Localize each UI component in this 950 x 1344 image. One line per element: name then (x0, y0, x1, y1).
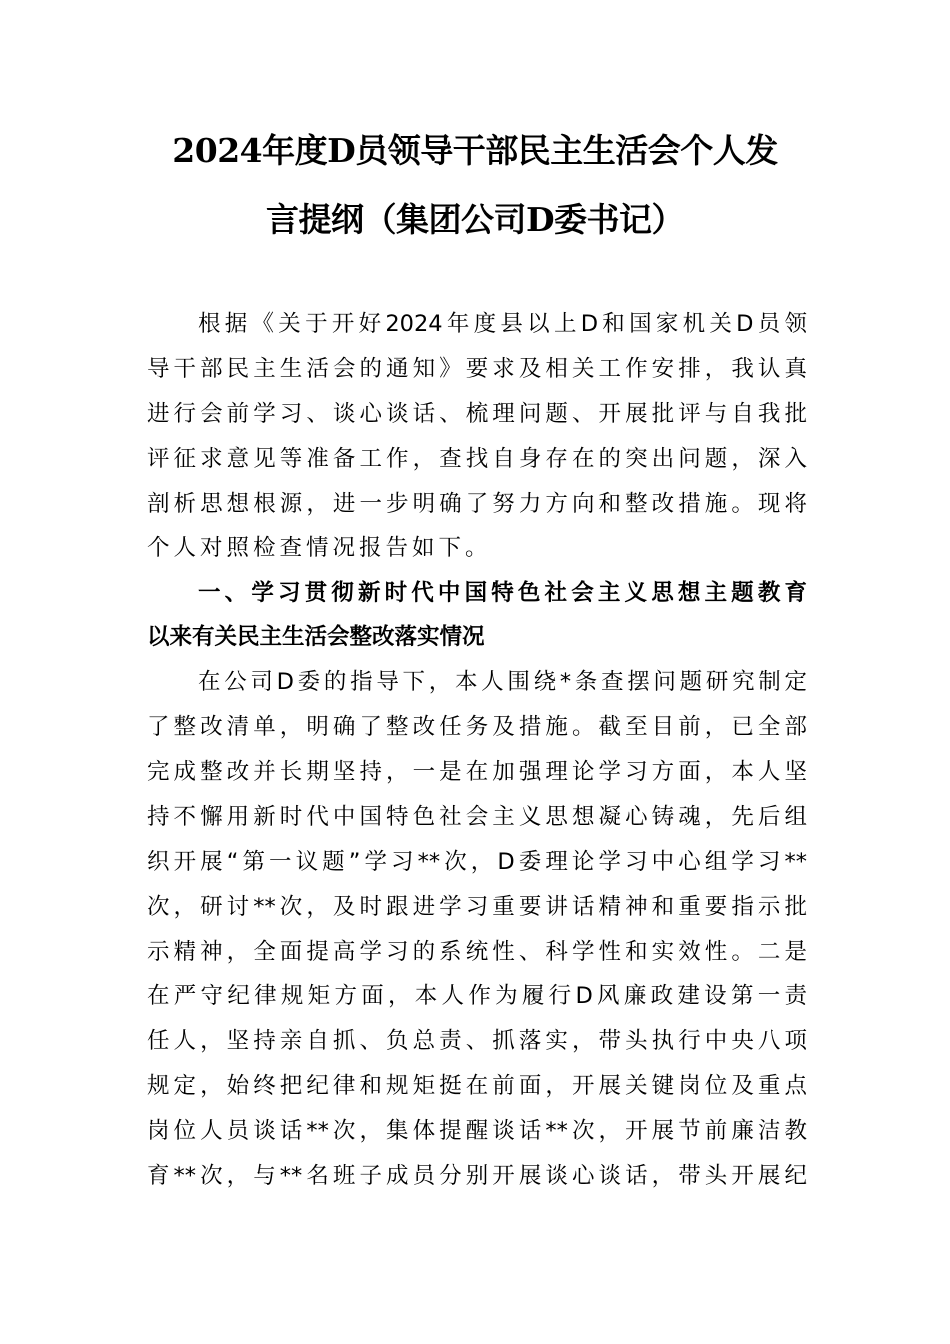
intro-line: 个人对照检查情况报告如下。 (147, 535, 492, 561)
document-title-line-1: 2024年度D员领导干部民主生活会个人发 (172, 131, 778, 170)
section-heading-line: 以来有关民主生活会整改落实情况 (147, 624, 485, 650)
intro-line: 评征求意见等准备工作，查找自身存在的突出问题，深入 (147, 446, 807, 472)
body-line: 完成整改并长期坚持，一是在加强理论学习方面，本人坚 (147, 759, 807, 785)
body-line: 育**次，与**名班子成员分别开展谈心谈话，带头开展纪 (147, 1163, 807, 1189)
body-line: 在严守纪律规矩方面，本人作为履行D风廉政建设第一责 (147, 983, 807, 1009)
intro-line: 根据《关于开好2024年度县以上D和国家机关D员领 (198, 311, 807, 337)
body-line: 持不懈用新时代中国特色社会主义思想凝心铸魂，先后组 (147, 804, 807, 830)
body-line: 织开展“第一议题”学习**次，D委理论学习中心组学习** (147, 849, 807, 875)
body-line: 在公司D委的指导下，本人围绕*条查摆问题研究制定 (198, 669, 807, 695)
section-heading-line: 一、学习贯彻新时代中国特色社会主义思想主题教育 (198, 580, 807, 606)
body-line: 岗位人员谈话**次，集体提醒谈话**次，开展节前廉洁教 (147, 1118, 807, 1144)
intro-line: 进行会前学习、谈心谈话、梳理问题、开展批评与自我批 (147, 401, 807, 427)
intro-line: 剖析思想根源，进一步明确了努力方向和整改措施。现将 (147, 491, 807, 517)
body-line: 示精神，全面提高学习的系统性、科学性和实效性。二是 (147, 939, 807, 965)
body-line: 规定，始终把纪律和规矩挺在前面，开展关键岗位及重点 (147, 1073, 807, 1099)
document-title-line-2: 言提纲（集团公司D委书记） (265, 200, 685, 239)
body-line: 次，研讨**次，及时跟进学习重要讲话精神和重要指示批 (147, 894, 807, 920)
intro-line: 导干部民主生活会的通知》要求及相关工作安排，我认真 (147, 356, 807, 382)
body-line: 了整改清单，明确了整改任务及措施。截至目前，已全部 (147, 714, 807, 740)
body-line: 任人，坚持亲自抓、负总责、抓落实，带头执行中央八项 (147, 1028, 807, 1054)
